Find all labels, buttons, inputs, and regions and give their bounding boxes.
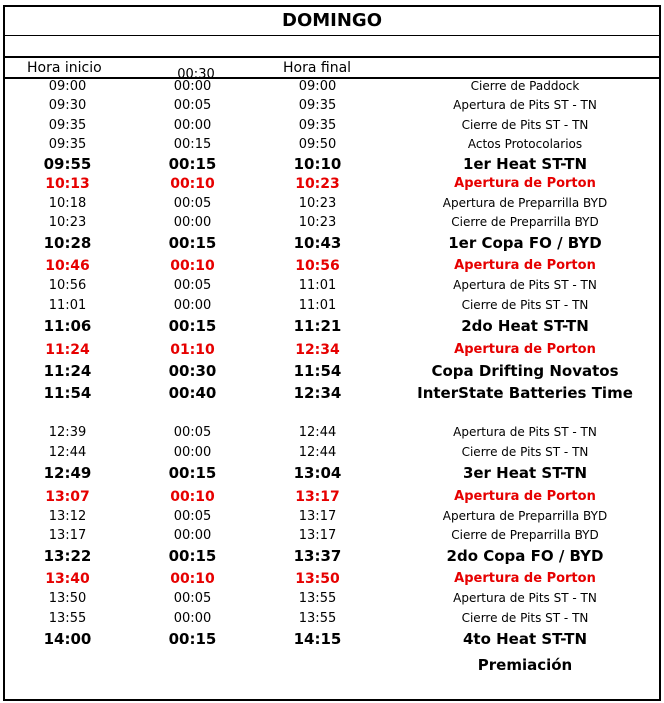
row-start-time: 09:55 (43, 155, 92, 173)
row-event: Cierre de Pits ST - TN (461, 445, 589, 459)
row-duration: 00:15 (168, 317, 217, 335)
row-duration: 00:00 (173, 611, 212, 626)
row-duration: 00:15 (168, 630, 217, 648)
row-event: 1er Heat ST-TN (462, 155, 588, 173)
row-event: Apertura de Preparrilla BYD (442, 509, 608, 523)
row-start-time: 10:13 (45, 176, 90, 192)
row-event: Apertura de Pits ST - TN (453, 425, 597, 439)
row-duration: 00:40 (168, 384, 217, 402)
row-start-time: 13:07 (45, 489, 90, 505)
top-duration: 00:30 (177, 67, 215, 82)
row-duration: 00:00 (173, 215, 212, 230)
row-event: Apertura de Pits ST - TN (453, 98, 597, 112)
row-end-time: 10:23 (298, 215, 337, 230)
row-start-time: 10:56 (48, 278, 87, 293)
row-start-time: 09:35 (48, 118, 87, 133)
row-end-time: 12:44 (298, 445, 337, 460)
row-end-time: 10:43 (293, 234, 342, 252)
row-end-time: 12:44 (298, 425, 337, 440)
row-event: Cierre de Preparrilla BYD (451, 528, 599, 542)
row-end-time: 13:17 (295, 489, 340, 505)
row-start-time: 09:35 (48, 137, 87, 152)
row-event: Cierre de Paddock (470, 79, 580, 93)
row-duration: 00:05 (173, 425, 212, 440)
row-duration: 00:10 (170, 176, 215, 192)
row-end-time: 14:15 (293, 630, 342, 648)
row-event: 2do Copa FO / BYD (446, 547, 604, 565)
row-event: 2do Heat ST-TN (461, 317, 589, 335)
row-duration: 00:05 (173, 509, 212, 524)
row-start-time: 11:06 (43, 317, 92, 335)
row-start-time: 13:17 (48, 528, 87, 543)
row-start-time: 12:39 (48, 425, 87, 440)
row-duration: 00:05 (173, 278, 212, 293)
row-start-time: 14:00 (43, 630, 92, 648)
column-headers (5, 58, 659, 79)
row-event: Premiación (477, 656, 573, 674)
row-end-time: 11:21 (293, 317, 342, 335)
row-start-time: 11:01 (48, 298, 87, 313)
row-duration: 00:10 (170, 258, 215, 274)
row-end-time: 13:17 (298, 509, 337, 524)
row-duration: 00:10 (170, 571, 215, 587)
row-end-time: 09:50 (298, 137, 337, 152)
row-end-time: 09:35 (298, 118, 337, 133)
row-start-time: 11:54 (43, 384, 92, 402)
row-start-time: 11:24 (45, 342, 90, 358)
header-start-time: Hora inicio (27, 60, 102, 76)
row-event: Cierre de Pits ST - TN (461, 611, 589, 625)
row-event: Apertura de Porton (454, 176, 596, 191)
row-event: Cierre de Pits ST - TN (461, 298, 589, 312)
row-event: Apertura de Porton (454, 489, 596, 504)
row-end-time: 13:37 (293, 547, 342, 565)
page-title: DOMINGO (5, 7, 659, 36)
row-start-time: 10:18 (48, 196, 87, 211)
row-duration: 00:15 (168, 464, 217, 482)
row-event: Apertura de Pits ST - TN (453, 278, 597, 292)
row-duration: 00:00 (173, 445, 212, 460)
row-duration: 00:30 (168, 362, 217, 380)
row-start-time: 09:30 (48, 98, 87, 113)
row-duration: 00:15 (168, 547, 217, 565)
row-end-time: 13:17 (298, 528, 337, 543)
row-start-time: 13:22 (43, 547, 92, 565)
row-event: Cierre de Preparrilla BYD (451, 215, 599, 229)
row-duration: 00:05 (173, 591, 212, 606)
row-event: InterState Batteries Time (417, 384, 633, 402)
row-event: Cierre de Pits ST - TN (461, 118, 589, 132)
row-start-time: 13:55 (48, 611, 87, 626)
row-start-time: 10:46 (45, 258, 90, 274)
row-event: Copa Drifting Novatos (431, 362, 619, 380)
row-end-time: 11:54 (293, 362, 342, 380)
row-duration: 00:00 (173, 298, 212, 313)
row-duration: 00:00 (173, 528, 212, 543)
row-end-time: 13:55 (298, 611, 337, 626)
row-end-time: 10:23 (298, 196, 337, 211)
row-event: 1er Copa FO / BYD (448, 234, 602, 252)
row-end-time: 12:34 (293, 384, 342, 402)
row-end-time: 13:04 (293, 464, 342, 482)
row-duration: 00:05 (173, 196, 212, 211)
row-event: 4to Heat ST-TN (462, 630, 587, 648)
row-duration: 00:05 (173, 98, 212, 113)
row-start-time: 12:44 (48, 445, 87, 460)
row-start-time: 10:28 (43, 234, 92, 252)
row-end-time: 12:34 (295, 342, 340, 358)
row-end-time: 13:55 (298, 591, 337, 606)
row-start-time: 13:12 (48, 509, 87, 524)
row-end-time: 13:50 (295, 571, 340, 587)
row-start-time: 13:40 (45, 571, 90, 587)
row-end-time: 09:00 (298, 79, 337, 94)
row-start-time: 10:23 (48, 215, 87, 230)
row-event: Apertura de Porton (454, 571, 596, 586)
row-duration: 01:10 (170, 342, 215, 358)
row-event: Apertura de Pits ST - TN (453, 591, 597, 605)
row-end-time: 10:10 (293, 155, 342, 173)
row-end-time: 09:35 (298, 98, 337, 113)
row-start-time: 12:49 (43, 464, 92, 482)
row-end-time: 10:23 (295, 176, 340, 192)
header-end-time: Hora final (283, 60, 352, 76)
row-duration: 00:00 (173, 79, 212, 94)
row-event: 3er Heat ST-TN (462, 464, 588, 482)
row-duration: 00:15 (168, 234, 217, 252)
schedule-sheet (3, 5, 661, 701)
row-start-time: 11:24 (43, 362, 92, 380)
row-event: Apertura de Porton (454, 258, 596, 273)
row-end-time: 11:01 (298, 278, 337, 293)
row-duration: 00:15 (173, 137, 212, 152)
row-start-time: 09:00 (48, 79, 87, 94)
row-duration: 00:15 (168, 155, 217, 173)
row-end-time: 11:01 (298, 298, 337, 313)
row-end-time: 10:56 (295, 258, 340, 274)
row-duration: 00:00 (173, 118, 212, 133)
row-duration: 00:10 (170, 489, 215, 505)
row-event: Apertura de Preparrilla BYD (442, 196, 608, 210)
row-event: Apertura de Porton (454, 342, 596, 357)
row-event: Actos Protocolarios (467, 137, 583, 151)
row-start-time: 13:50 (48, 591, 87, 606)
